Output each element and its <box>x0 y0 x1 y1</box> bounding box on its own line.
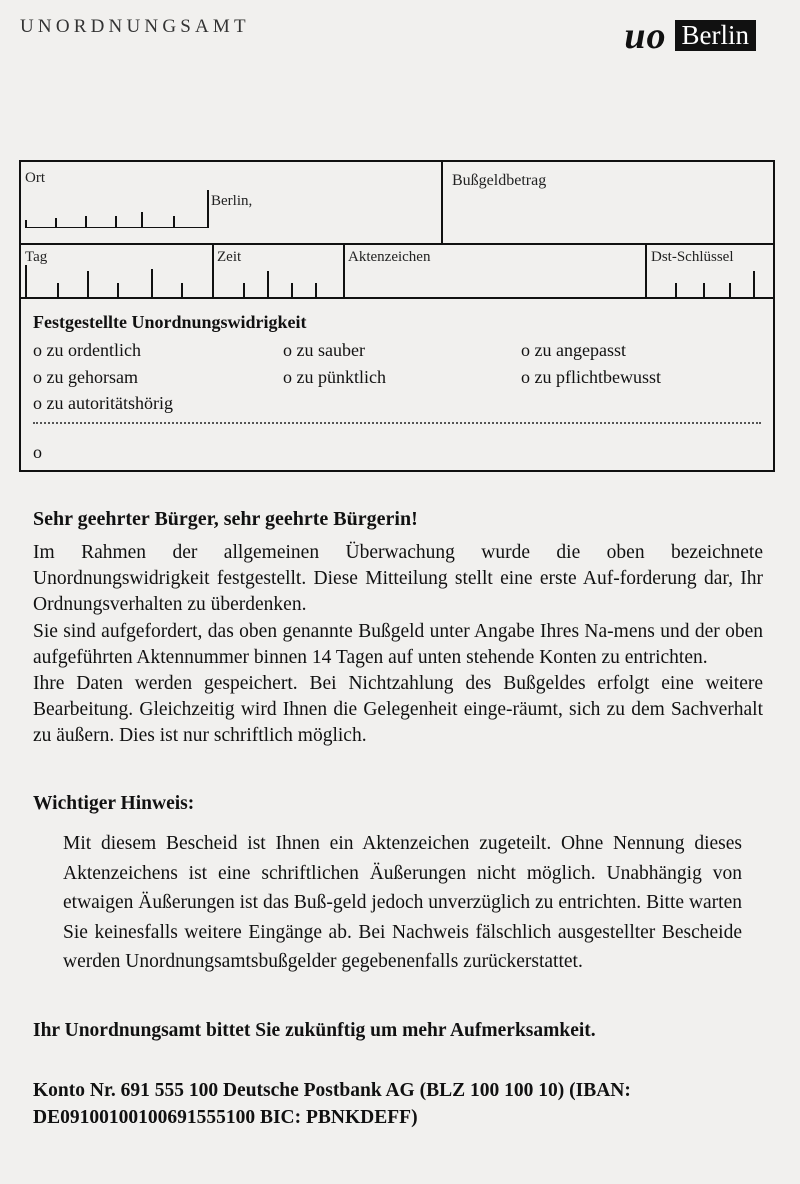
dotted-line <box>33 422 761 424</box>
option-gehorsam[interactable]: o zu gehorsam <box>33 367 138 387</box>
zeit-field[interactable] <box>217 263 341 297</box>
tag-tick <box>151 269 153 297</box>
dst-tick <box>675 283 677 297</box>
option-sauber[interactable]: o zu sauber <box>283 340 365 360</box>
logo <box>624 14 756 57</box>
dst-tick <box>729 283 731 297</box>
tag-tick <box>57 283 59 297</box>
zeit-label: Zeit <box>217 249 242 265</box>
amount-field[interactable] <box>445 192 771 240</box>
ort-tick <box>85 216 87 228</box>
form-col-divider-zeit <box>212 243 214 297</box>
ort-field[interactable] <box>25 188 209 228</box>
office-name: UNORDNUNGSAMT <box>20 16 250 37</box>
option-ordentlich[interactable]: o zu ordentlich <box>33 340 141 360</box>
logo-mark: uo <box>624 14 667 57</box>
tag-tick <box>117 283 119 297</box>
ort-tick <box>55 218 57 228</box>
form-col-divider-akten <box>343 243 345 297</box>
zeit-tick <box>243 283 245 297</box>
ort-tick <box>115 216 117 228</box>
account-info: Konto Nr. 691 555 100 Deutsche Postbank AG (BLZ 100 100 10) (IBAN: DE09100100100691555100 BIC: PBNKDEFF) <box>33 1080 631 1128</box>
zeit-tick <box>267 271 269 297</box>
paragraph: Ihre Daten werden gespeichert. Bei Nichtzahlung des Bußgeldes erfolgt eine weitere Bearbeitung. Gleichzeitig wird Ihnen die Gelegenheit einge-räumt, sich zu dem Sachverhalt zu äußern. Dies ist nur schriftlich möglich. <box>33 673 763 747</box>
ort-baseline <box>25 227 209 229</box>
logo-city: Berlin <box>675 20 757 51</box>
option-autoritaetshoerig[interactable]: o zu autoritätshörig <box>33 393 173 413</box>
dst-field[interactable] <box>649 263 773 297</box>
violation-title: Festgestellte Unordnungswidrigkeit <box>33 312 307 332</box>
ort-tick <box>25 220 27 228</box>
closing-line: Ihr Unordnungsamt bittet Sie zukünftig um mehr Aufmerksamkeit. <box>33 1020 596 1041</box>
option-angepasst[interactable]: o zu angepasst <box>521 340 626 360</box>
ort-value: Berlin, <box>211 193 253 209</box>
salutation: Sehr geehrter Bürger, sehr geehrte Bürgerin! <box>33 508 418 530</box>
aktenzeichen-label: Aktenzeichen <box>348 249 431 265</box>
zeit-tick <box>291 283 293 297</box>
tag-tick <box>87 271 89 297</box>
amount-label: Bußgeldbetrag <box>452 172 547 189</box>
ort-label: Ort <box>25 170 45 186</box>
option-other[interactable]: o <box>33 442 42 462</box>
citation-form <box>19 160 775 472</box>
hint-title: Wichtiger Hinweis: <box>33 793 195 814</box>
letter-body <box>33 540 763 750</box>
dst-label: Dst-Schlüssel <box>651 249 734 265</box>
ort-tick <box>207 190 209 228</box>
ort-tick <box>173 216 175 228</box>
dst-tick <box>753 271 755 297</box>
form-col-divider-dst <box>645 243 647 297</box>
tag-tick <box>25 265 27 297</box>
option-pflichtbewusst[interactable]: o zu pflichtbewusst <box>521 367 661 387</box>
ort-tick <box>141 212 143 228</box>
zeit-tick <box>315 283 317 297</box>
hint-text: Mit diesem Bescheid ist Ihnen ein Aktenzeichen zugeteilt. Ohne Nennung dieses Aktenzeichens ist eine schriftlichen Äußerungen nicht möglich. Unabhängig von etwaigen Äußerungen ist das Buß-geld jedoch unverzüglich zu entrichten. Bitte warten Sie keinesfalls weitere Eingänge ab. Bei Nachweis fälschlich ausgestellter Bescheide werden Unordnungsamtsbußgelder gegebenenfalls zurückerstattet. <box>63 833 742 972</box>
tag-tick <box>181 283 183 297</box>
paragraph: Im Rahmen der allgemeinen Überwachung wurde die oben bezeichnete Unordnungswidrigkeit festgestellt. Diese Mitteilung stellt eine erste Auf-forderung dar, Ihr Ordnungsverhalten zu überdenken. <box>33 542 763 616</box>
paragraph: Sie sind aufgefordert, das oben genannte Bußgeld unter Angabe Ihres Na-mens und der oben aufgeführten Aktennummer binnen 14 Tagen auf unten stehende Konten zu entrichten. <box>33 620 763 668</box>
option-puenktlich[interactable]: o zu pünktlich <box>283 367 386 387</box>
form-col-divider-amount <box>441 162 443 243</box>
aktenzeichen-field[interactable] <box>348 265 642 295</box>
dst-tick <box>703 283 705 297</box>
tag-label: Tag <box>25 249 48 265</box>
form-row-divider-2 <box>21 297 773 299</box>
form-row-divider-1 <box>21 243 773 245</box>
tag-field[interactable] <box>25 263 207 297</box>
